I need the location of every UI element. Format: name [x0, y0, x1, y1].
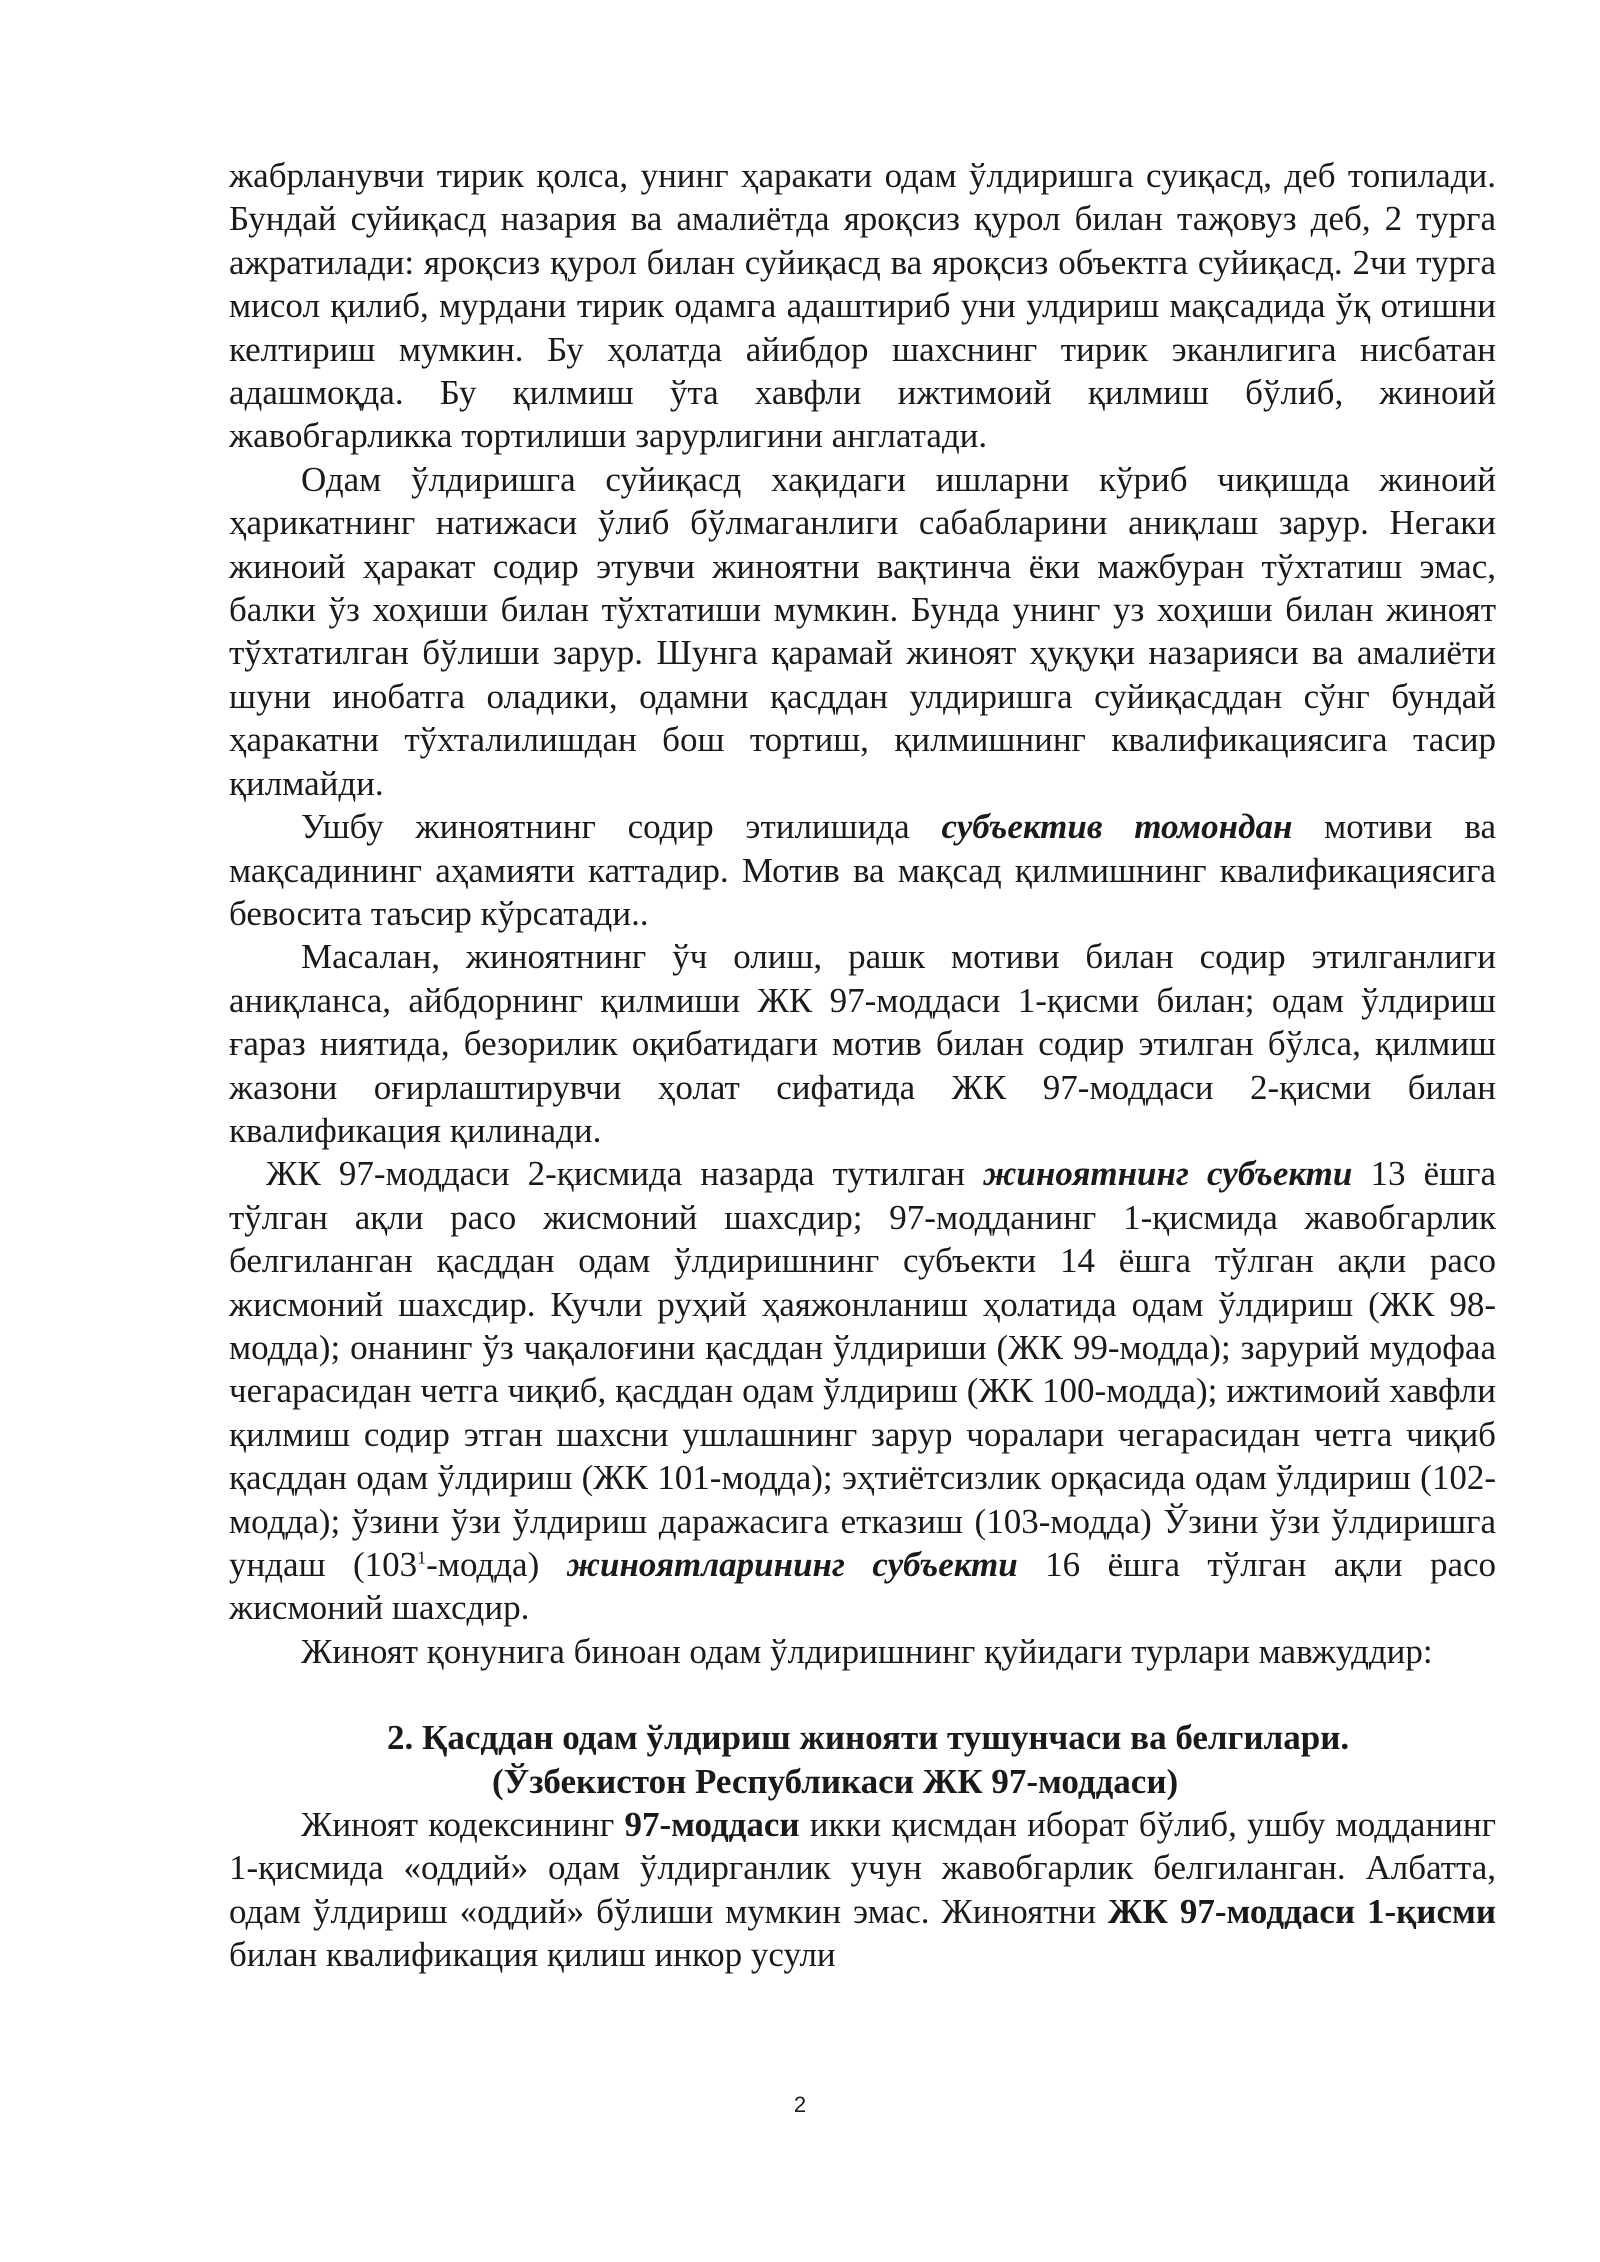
article-97-part-1-term: ЖК 97-моддаси 1-қисми: [1107, 1891, 1496, 1931]
paragraph-5-text-b: 13 ёшга тўлган ақли расо жисмоний шахсдир; 97-модданинг 1-қисмида жавобгарлик белгиланган қасддан одам ўлдиришнинг субъекти 14 ёшга тўлган ақли расо жисмоний шахсдир. Кучли руҳий ҳаяжонланиш ҳолатида одам ўлдириш (ЖК 98-модда); онанинг ўз чақалоғини қасддан ўлдириши (ЖК 99-модда); зарурий мудофаа чегарасидан четга чиқиб, қасддан одам ўлдириш (ЖК 100-модда); ижтимоий хавфли қилмиш содир этган шахсни ушлашнинг зарур чоралари чегарасидан четга чиқиб қасддан одам ўлдириш (ЖК 101-модда); эҳтиётсизлик орқасида одам ўлдириш (102-модда); ўзини ўзи ўлдириш даражасига етказиш (103-модда) Ўзини ўзи ўлдиришга ундаш (103: [229, 1154, 1496, 1584]
paragraph-4: Масалан, жиноятнинг ўч олиш, рашк мотиви билан содир этилганлиги аниқланса, айбдорнинг қилмиши ЖК 97-моддаси 1-қисми билан; одам ўлдириш ғараз ниятида, безорилик оқибатидаги мотив билан содир этилган бўлса, қилмиш жазони оғирлаштирувчи ҳолат сифатида ЖК 97-моддаси 2-қисми билан квалификация қилинади.: [229, 937, 1496, 1150]
paragraph-5-text-c: -модда): [426, 1545, 567, 1584]
page-number: 2: [793, 2092, 807, 2117]
section-subheading: (Ўзбекистон Республикаси ЖК 97-моддаси): [492, 1761, 1179, 1801]
paragraph-5: [229, 1152, 1496, 1629]
paragraph-3-text-b: мотиви ва мақсадининг аҳамияти каттадир. Мотив ва мақсад қилмишнинг квалификациясига бевосита таъсир кўрсатади..: [229, 807, 1496, 933]
crimes-subject-term: жиноятларининг субъекти: [566, 1545, 1018, 1584]
paragraph-7: [229, 1803, 1496, 1977]
paragraph-3-text-a: Ушбу жиноятнинг содир этилишида: [301, 807, 942, 847]
paragraph-7-text-c: билан квалификация қилиш инкор усули: [229, 1935, 836, 1975]
paragraph-2: Одам ўлдиришга суйиқасд хақидаги ишларни кўриб чиқишда жиноий ҳарикатнинг натижаси ўлиб бўлмаганлиги сабабларини аниқлаш зарур. Негаки жиноий ҳаракат содир этувчи жиноятни вақтинча ёки мажбуран тўхтатиш эмас, балки ўз хоҳиши билан тўхтатиши мумкин. Бунда унинг уз хоҳиши билан жиноят тўхтатилган бўлиши зарур. Шунга қарамай жиноят ҳуқуқи назарияси ва амалиёти шуни инобатга оладики, одамни қасддан улдиришга суйиқасддан сўнг бундай ҳаракатни тўхталилишдан бош тортиш, қилмишнинг квалификациясига тасир қилмайди.: [229, 459, 1496, 803]
paragraph-1: жабрланувчи тирик қолса, унинг ҳаракати одам ўлдиришга суиқасд, деб топилади. Бундай суйиқасд назария ва амалиётда яроқсиз қурол билан таҗовуз деб, 2 турга ажратилади: яроқсиз қурол билан суйиқасд ва яроқсиз объектга суйиқасд. 2чи турга мисол қилиб, мурдани тирик одамга адаштириб уни улдириш мақсадида ўқ отишни келтириш мумкин. Бу ҳолатда айибдор шахснинг тирик эканлигига нисбатан адашмоқда. Бу қилмиш ўта хавфли ижтимоий қилмиш бўлиб, жиноий жавобгарликка тортилиши зарурлигини англатади.: [229, 156, 1496, 456]
section-heading: 2. Қасддан одам ўлдириш жинояти тушунчаси ва белгилари.: [387, 1718, 1350, 1758]
paragraph-3: [229, 805, 1496, 935]
paragraph-5-text-d: 16 ёшга тўлган ақли расо жисмоний шахсдир.: [229, 1545, 1497, 1628]
paragraph-5-text-a: ЖК 97-моддаси 2-қисмида назарда тутилган: [266, 1154, 984, 1194]
paragraph-7-text-b: икки қисмдан иборат бўлиб, ушбу модданинг 1-қисмида «оддий» одам ўлдирганлик учун жавобгарлик белгиланган. Албатта, одам ўлдириш «оддий» бўлиши мумкин эмас. Жиноятни: [229, 1805, 1497, 1931]
crime-subject-term: жиноятнинг субъекти: [983, 1154, 1353, 1194]
paragraph-7-text-a: Жиноят кодексининг: [301, 1805, 625, 1845]
article-97-term: 97-моддаси: [624, 1805, 800, 1845]
blank-line: [229, 1673, 1496, 1716]
superscript-1: 1: [417, 1547, 427, 1568]
paragraph-6: Жиноят қонунига биноан одам ўлдиришнинг қуйидаги турлари мавжуддир:: [301, 1631, 1433, 1671]
document-body: [229, 154, 1496, 1977]
subjective-side-term: субъектив томондан: [941, 807, 1293, 847]
